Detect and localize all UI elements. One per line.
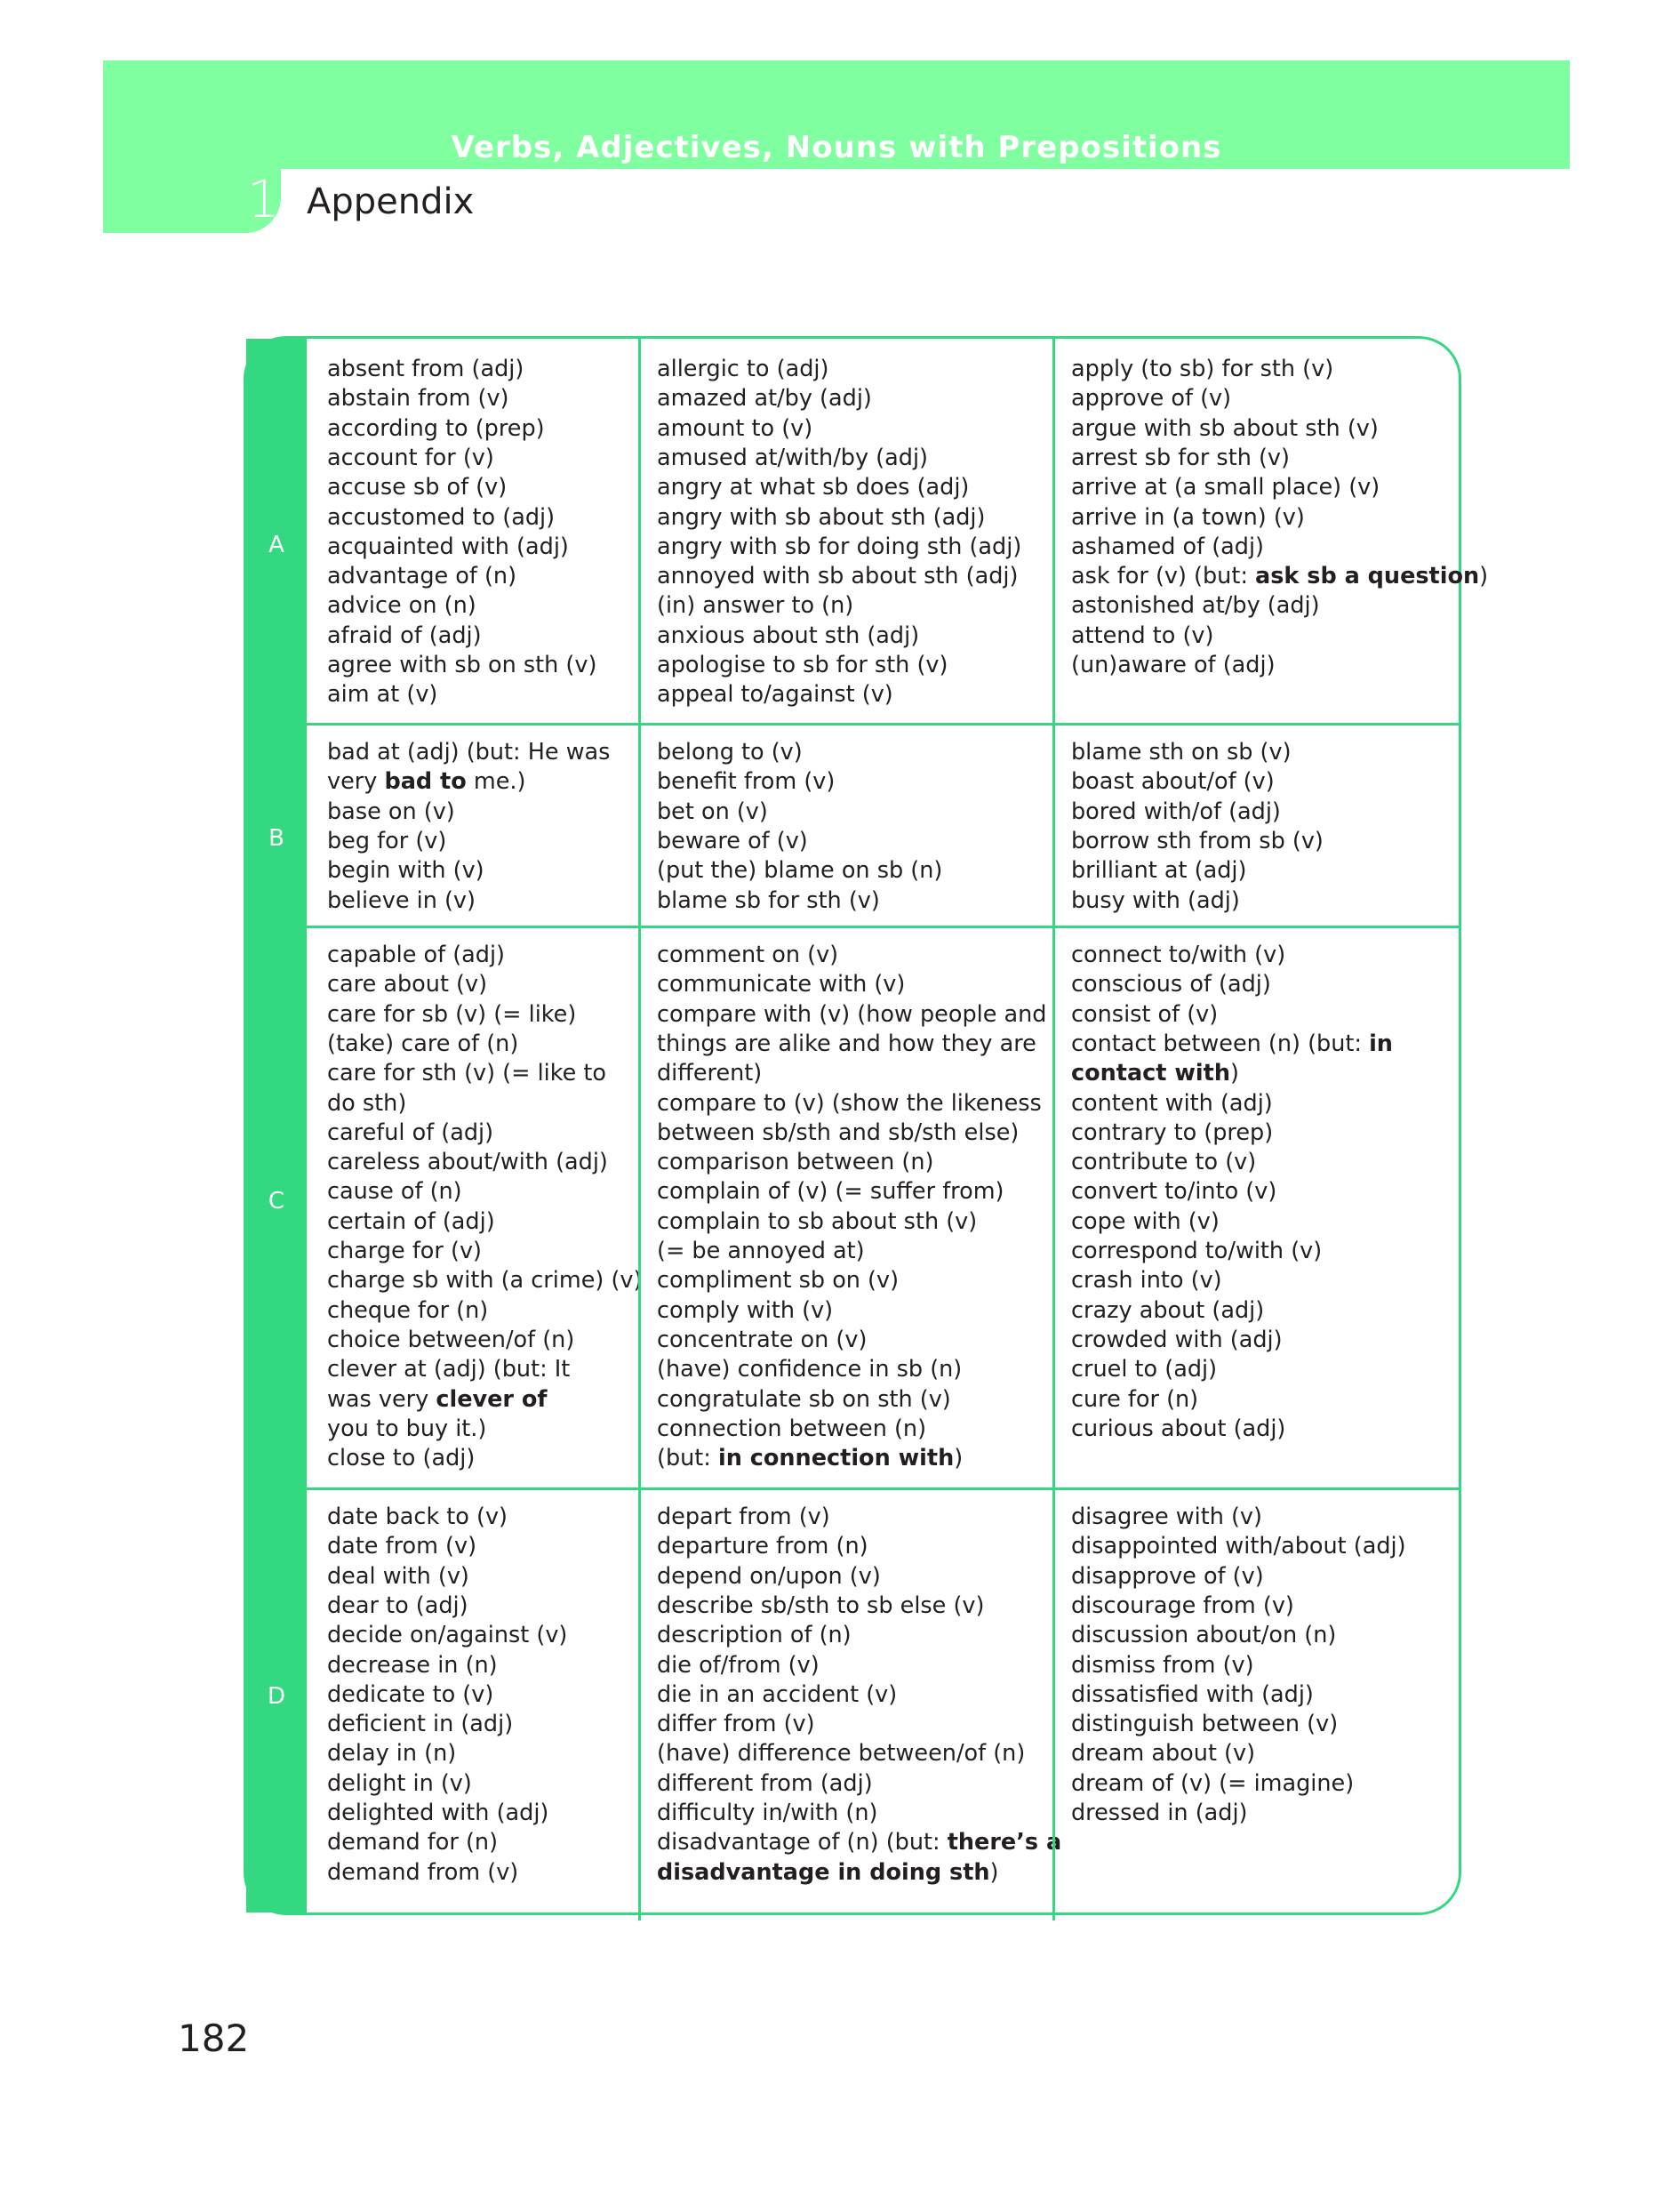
list-item: demand for (n) <box>327 1829 499 1856</box>
list-item: anxious about sth (adj) <box>657 622 920 649</box>
list-item: annoyed with sb about sth (adj) <box>657 563 1019 589</box>
list-item: concentrate on (v) <box>657 1327 868 1353</box>
list-item: comment on (v) <box>657 942 839 968</box>
list-item: belong to (v) <box>657 739 803 766</box>
list-item: dream about (v) <box>1071 1740 1256 1767</box>
list-item: disadvantage of (n) (but: there’s a <box>657 1829 1062 1856</box>
column <box>1052 1490 1461 1920</box>
list-item: abstain from (v) <box>327 385 509 412</box>
list-item: very bad to me.) <box>327 768 526 795</box>
column <box>1052 339 1489 723</box>
header-banner <box>103 60 1570 169</box>
list-item: appeal to/against (v) <box>657 681 893 708</box>
list-item: benefit from (v) <box>657 768 836 795</box>
list-item: depend on/upon (v) <box>657 1563 881 1590</box>
list-item: contact with) <box>1071 1060 1239 1086</box>
column <box>638 928 1052 1490</box>
list-item: cure for (n) <box>1071 1386 1199 1413</box>
list-item: cause of (n) <box>327 1178 462 1205</box>
list-item: ashamed of (adj) <box>1071 533 1264 560</box>
list-item: angry with sb for doing sth (adj) <box>657 533 1022 560</box>
list-item: comparison between (n) <box>657 1149 934 1175</box>
list-item: close to (adj) <box>327 1445 476 1471</box>
list-item: delighted with (adj) <box>327 1800 549 1826</box>
list-item: was very clever of <box>327 1386 548 1413</box>
list-item: consist of (v) <box>1071 1001 1219 1028</box>
list-item: astonished at/by (adj) <box>1071 592 1320 619</box>
list-item: die of/from (v) <box>657 1652 820 1679</box>
list-item: according to (prep) <box>327 415 545 442</box>
list-item: dismiss from (v) <box>1071 1652 1254 1679</box>
prepositions-table <box>244 336 1489 1915</box>
list-item: complain to sb about sth (v) <box>657 1208 978 1235</box>
list-item: different from (adj) <box>657 1770 873 1797</box>
list-item: amazed at/by (adj) <box>657 385 872 412</box>
list-item: crowded with (adj) <box>1071 1327 1283 1353</box>
list-item: things are alike and how they are <box>657 1030 1036 1057</box>
list-item: convert to/into (v) <box>1071 1178 1277 1205</box>
page-number: 182 <box>178 2017 250 2060</box>
list-item: believe in (v) <box>327 887 476 914</box>
list-item: certain of (adj) <box>327 1208 495 1235</box>
list-item: connection between (n) <box>657 1415 927 1442</box>
section-letter: B <box>268 825 284 852</box>
list-item: discussion about/on (n) <box>1071 1622 1337 1648</box>
list-item: allergic to (adj) <box>657 356 829 382</box>
list-item: bad at (adj) (but: He was <box>327 739 611 766</box>
list-item: compare to (v) (show the likeness <box>657 1090 1042 1117</box>
list-item: you to buy it.) <box>327 1415 487 1442</box>
list-item: communicate with (v) <box>657 971 906 998</box>
list-item: (take) care of (n) <box>327 1030 519 1057</box>
list-item: content with (adj) <box>1071 1090 1273 1117</box>
list-item: complain of (v) (= suffer from) <box>657 1178 1004 1205</box>
column <box>1052 726 1461 928</box>
list-item: choice between/of (n) <box>327 1327 575 1353</box>
list-item: afraid of (adj) <box>327 622 482 649</box>
appendix-number: 1 <box>247 169 280 229</box>
list-item: (have) difference between/of (n) <box>657 1740 1026 1767</box>
list-item: compliment sb on (v) <box>657 1267 900 1294</box>
list-item: blame sb for sth (v) <box>657 887 880 914</box>
list-item: disadvantage in doing sth) <box>657 1859 999 1886</box>
list-item: account for (v) <box>327 445 494 471</box>
section-c <box>246 926 1459 1490</box>
list-item: contrary to (prep) <box>1071 1119 1274 1146</box>
column <box>307 339 638 723</box>
column <box>307 1490 638 1920</box>
list-item: crash into (v) <box>1071 1267 1222 1294</box>
list-item: bet on (v) <box>657 798 768 825</box>
list-item: angry with sb about sth (adj) <box>657 504 986 531</box>
list-item: brilliant at (adj) <box>1071 857 1247 884</box>
list-item: aim at (v) <box>327 681 438 708</box>
list-item: (= be annoyed at) <box>657 1238 865 1264</box>
list-item: congratulate sb on sth (v) <box>657 1386 951 1413</box>
list-item: dissatisfied with (adj) <box>1071 1681 1314 1708</box>
list-item: describe sb/sth to sb else (v) <box>657 1592 985 1619</box>
list-item: compare with (v) (how people and <box>657 1001 1047 1028</box>
list-item: decrease in (n) <box>327 1652 498 1679</box>
list-item: charge sb with (a crime) (v) <box>327 1267 643 1294</box>
list-item: deal with (v) <box>327 1563 469 1590</box>
list-item: apologise to sb for sth (v) <box>657 652 948 678</box>
list-item: decide on/against (v) <box>327 1622 568 1648</box>
list-item: between sb/sth and sb/sth else) <box>657 1119 1020 1146</box>
list-item: charge for (v) <box>327 1238 482 1264</box>
list-item: capable of (adj) <box>327 942 506 968</box>
page-title: Verbs, Adjectives, Nouns with Prepositions <box>451 130 1222 165</box>
list-item: conscious of (adj) <box>1071 971 1271 998</box>
list-item: base on (v) <box>327 798 455 825</box>
list-item: careful of (adj) <box>327 1119 494 1146</box>
list-item: date from (v) <box>327 1533 477 1560</box>
list-item: borrow sth from sb (v) <box>1071 828 1324 854</box>
list-item: angry at what sb does (adj) <box>657 474 970 501</box>
list-item: care for sb (v) (= like) <box>327 1001 577 1028</box>
list-item: beg for (v) <box>327 828 447 854</box>
section-letter: D <box>267 1683 286 1710</box>
list-item: agree with sb on sth (v) <box>327 652 597 678</box>
list-item: deficient in (adj) <box>327 1711 514 1737</box>
list-item: comply with (v) <box>657 1297 834 1324</box>
list-item: contact between (n) (but: in <box>1071 1030 1393 1057</box>
column <box>638 339 1052 723</box>
section-letter: A <box>268 532 284 558</box>
list-item: cheque for (n) <box>327 1297 489 1324</box>
list-item: dream of (v) (= imagine) <box>1071 1770 1355 1797</box>
list-item: difficulty in/with (n) <box>657 1800 878 1826</box>
list-item: curious about (adj) <box>1071 1415 1286 1442</box>
list-item: (un)aware of (adj) <box>1071 652 1276 678</box>
list-item: contribute to (v) <box>1071 1149 1257 1175</box>
list-item: depart from (v) <box>657 1503 830 1530</box>
column <box>638 1490 1062 1920</box>
list-item: care about (v) <box>327 971 488 998</box>
list-item: advice on (n) <box>327 592 476 619</box>
list-item: disagree with (v) <box>1071 1503 1262 1530</box>
list-item: bored with/of (adj) <box>1071 798 1281 825</box>
section-b <box>246 723 1459 928</box>
list-item: busy with (adj) <box>1071 887 1240 914</box>
list-item: blame sth on sb (v) <box>1071 739 1292 766</box>
list-item: delight in (v) <box>327 1770 472 1797</box>
list-item: advantage of (n) <box>327 563 517 589</box>
list-item: die in an accident (v) <box>657 1681 898 1708</box>
list-item: begin with (v) <box>327 857 484 884</box>
list-item: (in) answer to (n) <box>657 592 854 619</box>
list-item: crazy about (adj) <box>1071 1297 1265 1324</box>
list-item: (but: in connection with) <box>657 1445 964 1471</box>
list-item: different) <box>657 1060 763 1086</box>
list-item: delay in (n) <box>327 1740 457 1767</box>
list-item: arrest sb for sth (v) <box>1071 445 1290 471</box>
list-item: differ from (v) <box>657 1711 815 1737</box>
list-item: accustomed to (adj) <box>327 504 556 531</box>
list-item: approve of (v) <box>1071 385 1232 412</box>
list-item: description of (n) <box>657 1622 852 1648</box>
list-item: connect to/with (v) <box>1071 942 1286 968</box>
list-item: dear to (adj) <box>327 1592 468 1619</box>
list-item: careless about/with (adj) <box>327 1149 608 1175</box>
list-item: arrive at (a small place) (v) <box>1071 474 1380 501</box>
list-item: boast about/of (v) <box>1071 768 1275 795</box>
list-item: cruel to (adj) <box>1071 1356 1218 1383</box>
appendix-label: Appendix <box>307 181 475 222</box>
section-a <box>246 339 1489 723</box>
list-item: demand from (v) <box>327 1859 519 1886</box>
section-letter: C <box>268 1188 285 1215</box>
column <box>307 726 638 928</box>
list-item: arrive in (a town) (v) <box>1071 504 1305 531</box>
list-item: acquainted with (adj) <box>327 533 569 560</box>
list-item: departure from (n) <box>657 1533 868 1560</box>
list-item: disapprove of (v) <box>1071 1563 1264 1590</box>
list-item: clever at (adj) (but: It <box>327 1356 571 1383</box>
list-item: date back to (v) <box>327 1503 508 1530</box>
list-item: beware of (v) <box>657 828 808 854</box>
column <box>307 928 643 1490</box>
list-item: disappointed with/about (adj) <box>1071 1533 1406 1560</box>
column <box>1052 928 1461 1490</box>
list-item: ask for (v) (but: ask sb a question) <box>1071 563 1489 589</box>
list-item: amused at/with/by (adj) <box>657 445 928 471</box>
list-item: accuse sb of (v) <box>327 474 508 501</box>
column <box>638 726 1052 928</box>
list-item: dedicate to (v) <box>327 1681 494 1708</box>
list-item: (put the) blame on sb (n) <box>657 857 943 884</box>
section-d <box>246 1487 1459 1920</box>
list-item: care for sth (v) (= like to <box>327 1060 607 1086</box>
list-item: argue with sb about sth (v) <box>1071 415 1379 442</box>
list-item: dressed in (adj) <box>1071 1800 1248 1826</box>
list-item: distinguish between (v) <box>1071 1711 1339 1737</box>
list-item: cope with (v) <box>1071 1208 1220 1235</box>
list-item: attend to (v) <box>1071 622 1214 649</box>
list-item: correspond to/with (v) <box>1071 1238 1323 1264</box>
list-item: (have) confidence in sb (n) <box>657 1356 963 1383</box>
list-item: do sth) <box>327 1090 407 1117</box>
list-item: discourage from (v) <box>1071 1592 1294 1619</box>
list-item: absent from (adj) <box>327 356 524 382</box>
list-item: apply (to sb) for sth (v) <box>1071 356 1334 382</box>
list-item: amount to (v) <box>657 415 813 442</box>
